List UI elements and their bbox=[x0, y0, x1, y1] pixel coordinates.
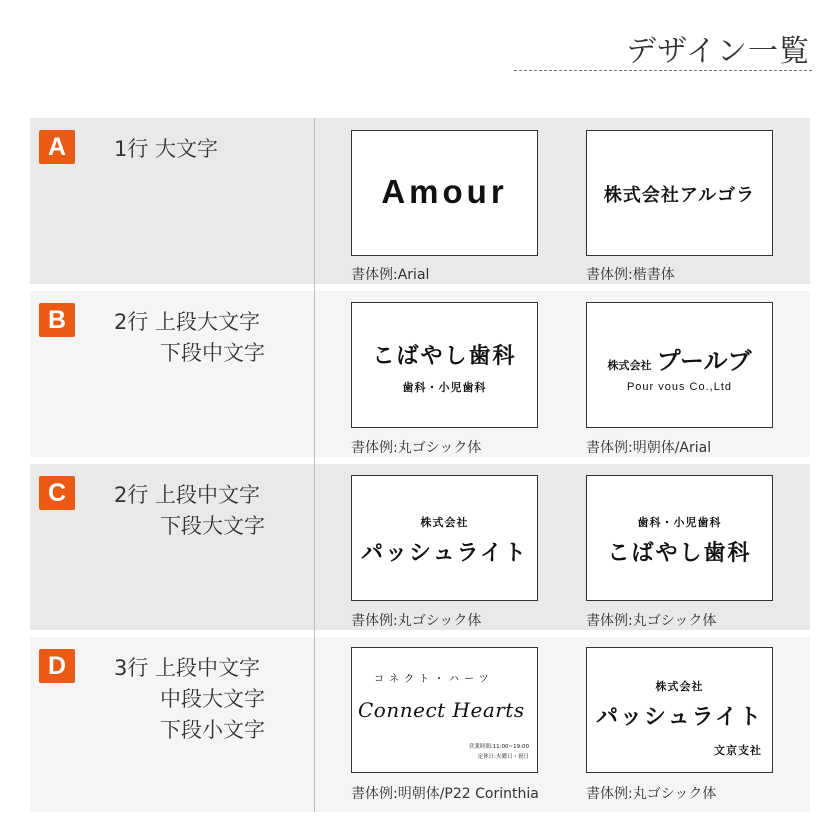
desc-line: 下段大文字 bbox=[160, 514, 265, 538]
row-description bbox=[114, 134, 218, 165]
sign-text-sub: 歯科・小児歯科 bbox=[637, 516, 722, 529]
sign-text-prefix: 株式会社 bbox=[607, 359, 652, 372]
title-underline bbox=[514, 70, 812, 71]
badge-d: D bbox=[39, 649, 75, 683]
desc-line: 3行 上段中文字 bbox=[114, 656, 261, 680]
badge-a: A bbox=[39, 130, 75, 164]
badge-c: C bbox=[39, 476, 75, 510]
sign-text-sub: 歯科・小児歯科 bbox=[402, 381, 487, 394]
badge-b: B bbox=[39, 303, 75, 337]
desc-line: 下段中文字 bbox=[160, 341, 265, 365]
font-caption: 書体例:楷書体 bbox=[586, 267, 675, 283]
sign-sample-a1 bbox=[351, 130, 538, 256]
column-divider bbox=[314, 118, 315, 812]
row-description bbox=[114, 480, 265, 542]
font-caption: 書体例:Arial bbox=[351, 267, 430, 283]
sign-sample-a2 bbox=[586, 130, 773, 256]
font-caption: 書体例:明朝体/Arial bbox=[586, 440, 712, 456]
sign-sample-c1 bbox=[351, 475, 538, 601]
sign-text-main: パッシュライト bbox=[361, 541, 528, 566]
desc-line: 2行 上段大文字 bbox=[114, 310, 261, 334]
desc-line: 2行 上段中文字 bbox=[114, 483, 261, 507]
sign-text-line bbox=[587, 341, 772, 376]
sign-sample-d2 bbox=[586, 647, 773, 773]
sign-text-main: プールブ bbox=[656, 346, 752, 375]
sign-text-sub: コネクト・ハーツ bbox=[374, 674, 494, 685]
sign-text-main: 株式会社アルゴラ bbox=[603, 185, 756, 206]
sign-text-branch: 文京支社 bbox=[714, 744, 762, 757]
sign-text-main: Connect Hearts bbox=[358, 698, 525, 722]
sign-text-hours: 営業時間:11:00~19:00 bbox=[468, 744, 529, 750]
sign-text-main: こばやし歯科 bbox=[372, 344, 517, 369]
desc-line: 下段小文字 bbox=[160, 718, 265, 742]
font-caption: 書体例:丸ゴシック体 bbox=[351, 440, 482, 456]
sign-sample-b2 bbox=[586, 302, 773, 428]
desc-line: 中段大文字 bbox=[160, 687, 265, 711]
font-caption: 書体例:丸ゴシック体 bbox=[351, 613, 482, 629]
desc-line: 1行 大文字 bbox=[114, 137, 219, 161]
sign-sample-d1 bbox=[351, 647, 538, 773]
sign-text-main: Amour bbox=[381, 173, 508, 210]
font-caption: 書体例:丸ゴシック体 bbox=[586, 786, 717, 802]
sign-text-holiday: 定休日:火曜日・祝日 bbox=[477, 754, 529, 760]
sign-text-sub: 株式会社 bbox=[655, 680, 704, 693]
sign-text-sub: 株式会社 bbox=[420, 516, 469, 529]
sign-text-main: パッシュライト bbox=[596, 705, 763, 730]
row-description bbox=[114, 653, 265, 746]
font-caption: 書体例:丸ゴシック体 bbox=[586, 613, 717, 629]
font-caption: 書体例:明朝体/P22 Corinthia bbox=[351, 786, 539, 802]
sign-text-main: こばやし歯科 bbox=[607, 541, 752, 566]
page-title: デザイン一覧 bbox=[626, 34, 810, 69]
row-description bbox=[114, 307, 265, 369]
sign-text-sub: Pour vous Co.,Ltd bbox=[626, 381, 733, 393]
sign-sample-b1 bbox=[351, 302, 538, 428]
sign-sample-c2 bbox=[586, 475, 773, 601]
